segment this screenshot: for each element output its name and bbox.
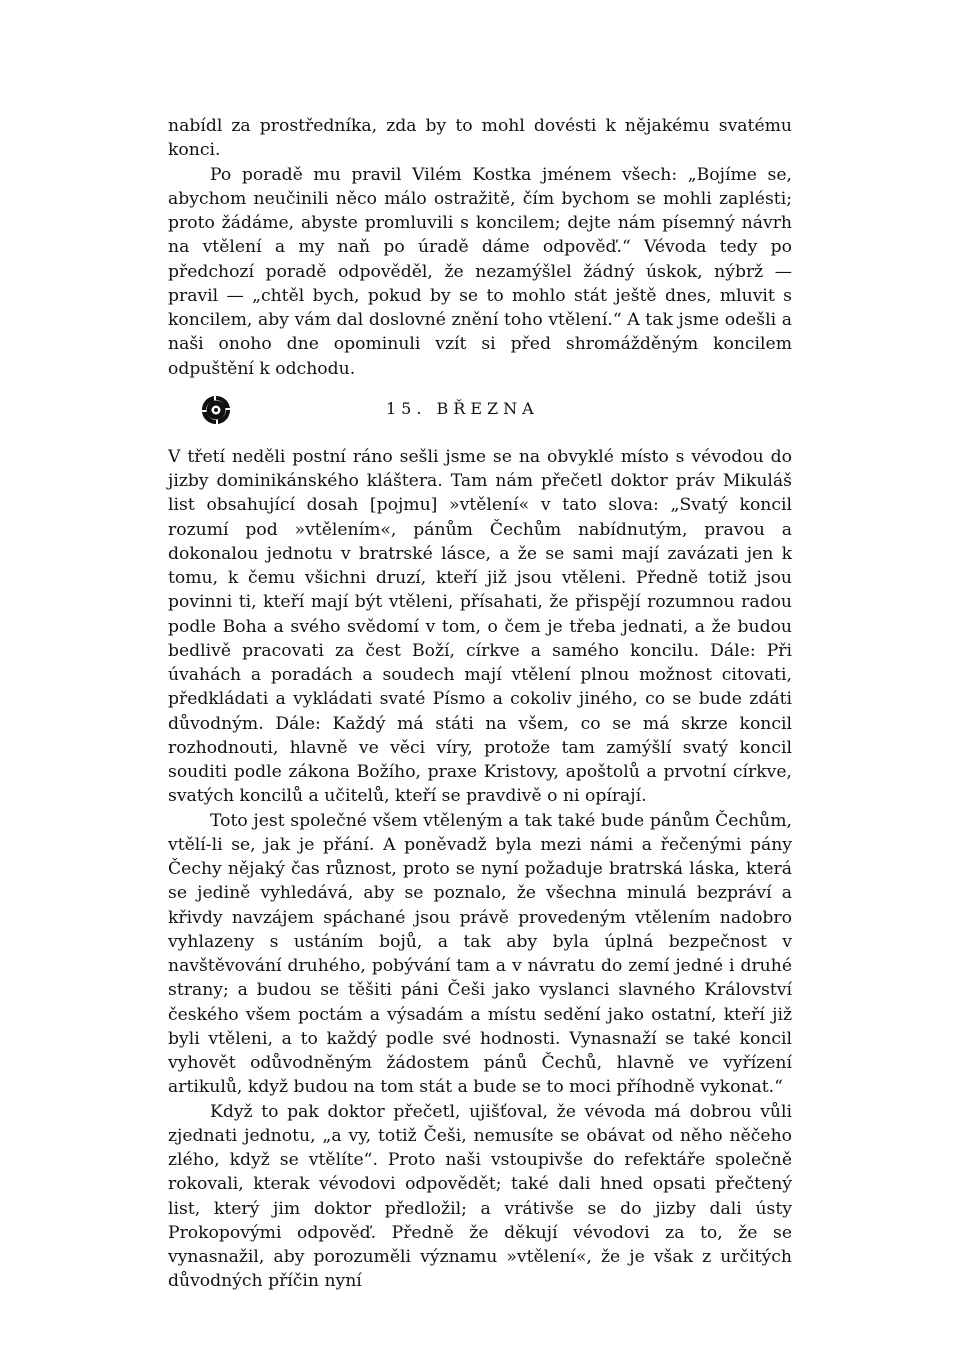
paragraph-consultation: Po poradě mu pravil Vilém Kostka jménem všech: „Bojíme se, abychom neučinili něco málo ostražitě, čím bychom se mohli zaplésti; proto žádáme, abyste promluvili s koncilem; dejte nám písemný návrh na vtělení a my naň po úradě dáme odpověď.“ Vévoda tedy po předchozí poradě odpověděl, že nezamýšlel žádný úskok, nýbrž — pravil — „chtěl bych, pokud by se to mohlo stát ještě dnes, mluvit s koncilem, aby vám dal doslovné znění toho vtělení.“ A tak jsme odešli a naši onoho dne opominuli vzít si před shromážděným koncilem odpuštění k odchodu.: [168, 164, 792, 379]
ornament-icon: [199, 393, 233, 427]
section-title: 15. BŘEZNA: [386, 398, 539, 418]
paragraph-continuation: nabídl za prostředníka, zda by to mohl dovésti k nějakému svatému konci.: [168, 116, 792, 161]
paragraph-third-sunday: V třetí neděli postní ráno sešli jsme se na obvyklé místo s vévodou do jizby dominikánského kláštera. Tam nám přečetl doktor práv Mikuláš list obsahující dosah [pojmu] »vtělení« v tato slova: „Svatý koncil rozumí pod »vtělením«, pánům Čechům nabídnutým, pravou a dokonalou jednotu v bratrské lásce, a že se sami mají zavázati jen k tomu, k čemu všichni druzí, kteří již jsou vtěleni. Předně totiž jsou povinni ti, kteří mají být vtěleni, přísahati, že přispějí rozumnou radou podle Boha a svého svědomí v tom, o čem je třeba jednati, a že budou bedlivě pracovati za čest Boží, církve a samého koncilu. Dále: Při úvahách a poradách a soudech mají vtělení plnou možnost citovati, předkládati a vykládati svaté Písmo a cokoliv jiného, co se bude zdáti důvodným. Dále: Každý má státi na všem, co se má skrze koncil rozhodnouti, hlavně ve věci víry, protože tam zamýšlí svatý koncil souditi podle zákona Božího, praxe Kristovy, apoštolů a prvotní církve, svatých koncilů a učitelů, kteří se pravdivě o ni opírají.: [168, 446, 792, 807]
paragraph-common-to-all: Toto jest společné všem vtěleným a tak také bude pánům Čechům, vtělí-li se, jak je přání. A poněvadž byla mezi námi a řečenými pány Čechy nějaký čas různost, proto se nyní požaduje bratrská láska, která se jedině vyhledává, aby se poznalo, že všechna minulá bezpráví a křivdy navzájem spáchané jsou právě provedeným vtělením nadobro vyhlazeny s ustáním bojů, a tak aby byla úplná bezpečnost v navštěvování druhého, pobývání tam a v návratu do zemí jedné i druhé strany; a budou se těšiti páni Češi jako vyslanci slavného Království českého všem poctám a výsadám a místu sedění jako ostatní, kteří již byli vtěleni, a to každý podle své hodnosti. Vynasnaží se také koncil vyhovět odůvodněným žádostem pánů Čechů, hlavně ve vyřízení artikulů, když budou na tom stát a bude se to moci příhodně vykonat.“: [168, 810, 792, 1098]
book-page: [168, 114, 792, 1294]
section-heading: [168, 393, 792, 443]
paragraph-doctor-read: Když to pak doktor přečetl, ujišťoval, že vévoda má dobrou vůli zjednati jednotu, „a vy, totiž Češi, nemusíte se obávat od něho něčeho zlého, když se vtělíte“. Proto naši vstoupivše do refektáře společně rokovali, kterak vévodovi odpovědět; také dali hned opsati přečtený list, který jim doktor předložil; a vrátivše se do jizby dali ústy Prokopovými odpověď. Předně že děkují vévodovi za to, že se vynasnažil, aby porozuměli významu »vtělení«, že je však z určitých důvodných příčin nyní: [168, 1101, 792, 1292]
